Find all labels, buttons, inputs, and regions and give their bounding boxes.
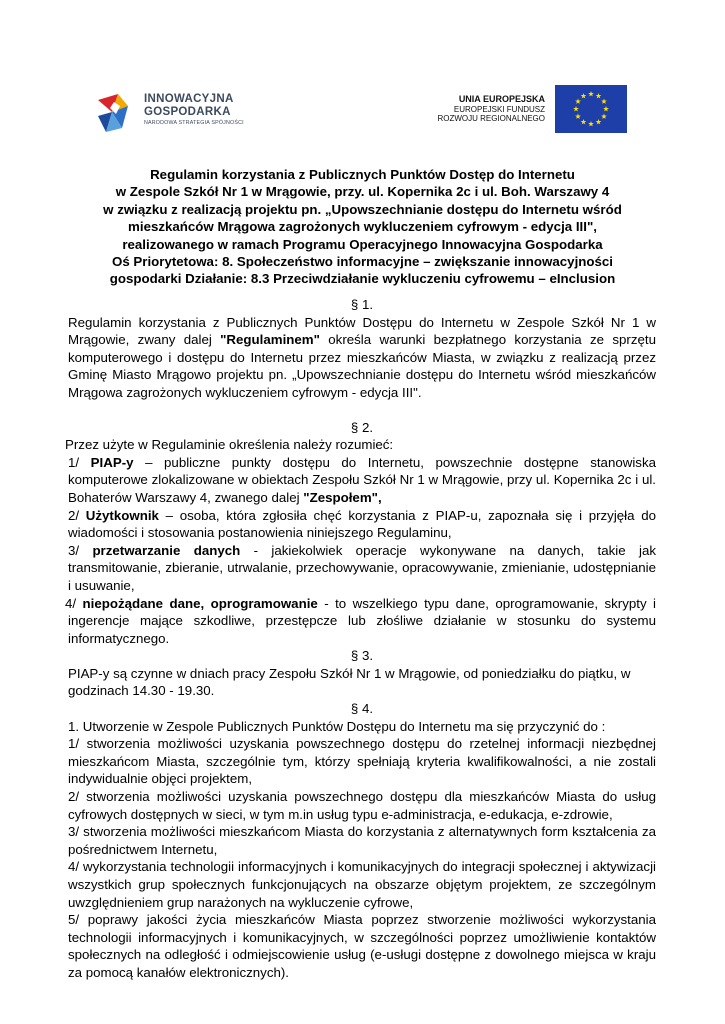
ig-logo-subtitle: NARODOWA STRATEGIA SPÓJNOŚCI xyxy=(144,120,244,126)
eu-star-icon xyxy=(596,93,602,98)
section-4-intro: 1. Utworzenie w Zespole Publicznych Punktów Dostępu do Internetu ma się przyczynić do : xyxy=(68,718,606,734)
definition-user: 2/ Użytkownik – osoba, która zgłosiła chęć korzystania z PIAP-u, zapoznała się i przyjęła do wiadomości i stosowania postanowienia niniejszego Regulaminu, xyxy=(68,507,656,541)
eu-star-icon xyxy=(581,93,587,98)
eu-logo-line3: ROZWOJU REGIONALNEGO xyxy=(437,114,545,124)
section-4-item: 2/ stworzenia możliwości uzyskania powszechnego dostępu dla mieszkańców Miasta do usług cyfrowych dostępnych w sieci, w tym m.in usług typu e-administracja, e-edukacja, e-zdrowie, xyxy=(68,789,656,822)
eu-logo xyxy=(437,85,627,133)
title-line: mieszkańców Mrągowa zagrożonych wykluczeniem cyfrowym - edycja III", xyxy=(128,219,597,235)
eu-star-icon xyxy=(596,119,602,124)
section-2-heading: § 2. xyxy=(350,419,374,435)
eu-star-icon xyxy=(603,106,609,111)
section-1-text: Regulamin korzystania z Publicznych Punktów Dostępu do Internetu w Zespole Szkół Nr 1 w Mrągowie, zwany dalej "Regulaminem" określa warunki bezpłatnego korzystania ze sprzętu komputerowego i dostępu do Internetu przez mieszkańców Miasta, w związku z realizacją przez Gminę Miasto Mrągowo projektu pn. „Upowszechnianie dostępu do Internetu wśród mieszkańców Mrągowa zagrożonych wykluczeniem cyfrowym - edycja III". xyxy=(68,314,656,400)
innowacyjna-gospodarka-logo xyxy=(98,92,268,134)
section-2-intro: Przez użyte w Regulaminie określenia należy rozumieć: xyxy=(65,437,394,453)
eu-logo-line1: UNIA EUROPEJSKA xyxy=(458,93,545,104)
title-line: w związku z realizacją projektu pn. „Upowszechnianie dostępu do Internetu wśród xyxy=(103,201,622,217)
section-4-heading: § 4. xyxy=(350,701,374,717)
eu-star-icon xyxy=(588,91,594,96)
eu-star-icon xyxy=(601,99,607,104)
section-4-item: 4/ wykorzystania technologii informacyjnych i komunikacyjnych do integracji społecznej i aktywizacji wszystkich grup społecznych funkcjonujących na obszarze objętym projektem, ze szczególnym uwzględnieniem grup narażonych na wykluczenie cyfrowe, xyxy=(68,859,656,910)
document-body xyxy=(65,296,657,982)
section-4-item: 3/ stworzenia możliwości mieszkańcom Miasta do korzystania z alternatywnych form kształcenia za pośrednictwem Internetu, xyxy=(68,824,656,857)
eu-star-icon xyxy=(588,121,594,126)
section-3-text: PIAP-y są czynne w dniach pracy Zespołu Szkół Nr 1 w Mrągowie, od poniedziałku do piątku, w godzinach 14.30 - 19.30. xyxy=(68,665,631,699)
eu-star-icon xyxy=(575,114,581,119)
section-4-item: 1/ stworzenia możliwości uzyskania powszechnego dostępu do rzetelnej informacji niezbędnej mieszkańcom Miasta, szczególnie tym, którzy spełniają kryteria kwalifikowalności, a nie zostali indywidualnie objęci projektem, xyxy=(68,736,656,787)
definition-unwanted-data: 4/ niepożądane dane, oprogramowanie - to wszelkiego typu dane, oprogramowanie, skrypty i ingerencje mające szkodliwe, przestępcze lub złośliwe działanie w stosunku do systemu informatycznego. xyxy=(65,595,657,646)
title-line: gospodarki Działanie: 8.3 Przeciwdziałanie wykluczeniu cyfrowemu – eInclusion xyxy=(109,271,616,287)
eu-star-icon xyxy=(573,106,579,111)
title-line: Regulamin korzystania z Publicznych Punktów Dostęp do Internetu xyxy=(150,167,575,182)
title-line: realizowanego w ramach Programu Operacyjnego Innowacyjna Gospodarka xyxy=(122,236,603,252)
eu-star-icon xyxy=(601,114,607,119)
ig-emblem-icon xyxy=(98,92,140,134)
title-line: w Zespole Szkół Nr 1 w Mrągowie, przy. ul. Kopernika 2c i ul. Boh. Warszawy 4 xyxy=(115,184,610,200)
eu-star-icon xyxy=(581,119,587,124)
section-3-heading: § 3. xyxy=(350,648,374,664)
section-4-item: 5/ poprawy jakości życia mieszkańców Miasta poprzez stworzenie możliwości wykorzystania technologii informacyjnych i komunikacyjnych, w szczególności poprzez umożliwienie kontaktów społecznych na odległość i odmiejscowienie usług (e-usługi dostępne z dowolnego miejsca w kraju za pomocą kanałów elektronicznych). xyxy=(68,912,656,980)
ig-logo-line1: INNOWACYJNA xyxy=(144,93,234,105)
eu-star-icon xyxy=(575,99,581,104)
title-line: Oś Priorytetowa: 8. Społeczeństwo informacyjne – zwiększanie innowacyjności xyxy=(111,254,613,270)
document-title xyxy=(60,166,665,288)
definition-piap: 1/ PIAP-y – publiczne punkty dostępu do Internetu, powszechnie dostępne stanowiska komputerowe zlokalizowane w obiektach Zespołu Szkół Nr 1 w Mrągowie, przy ul. Kopernika 2c i ul. Bohaterów Warszawy 4, zwanego dalej "Zespołem", xyxy=(68,454,656,505)
ig-logo-line2: GOSPODARKA xyxy=(144,105,231,118)
eu-logo-line2: EUROPEJSKI FUNDUSZ xyxy=(453,104,545,114)
definition-data-processing: 3/ przetwarzanie danych - jakiekolwiek operacje wykonywane na danych, takie jak transmitowanie, zbieranie, utrwalanie, przechowywanie, opracowywanie, zmienianie, udostępnianie i usuwanie, xyxy=(68,542,656,593)
section-1-heading: § 1. xyxy=(350,297,374,312)
eu-flag-icon xyxy=(555,85,627,133)
